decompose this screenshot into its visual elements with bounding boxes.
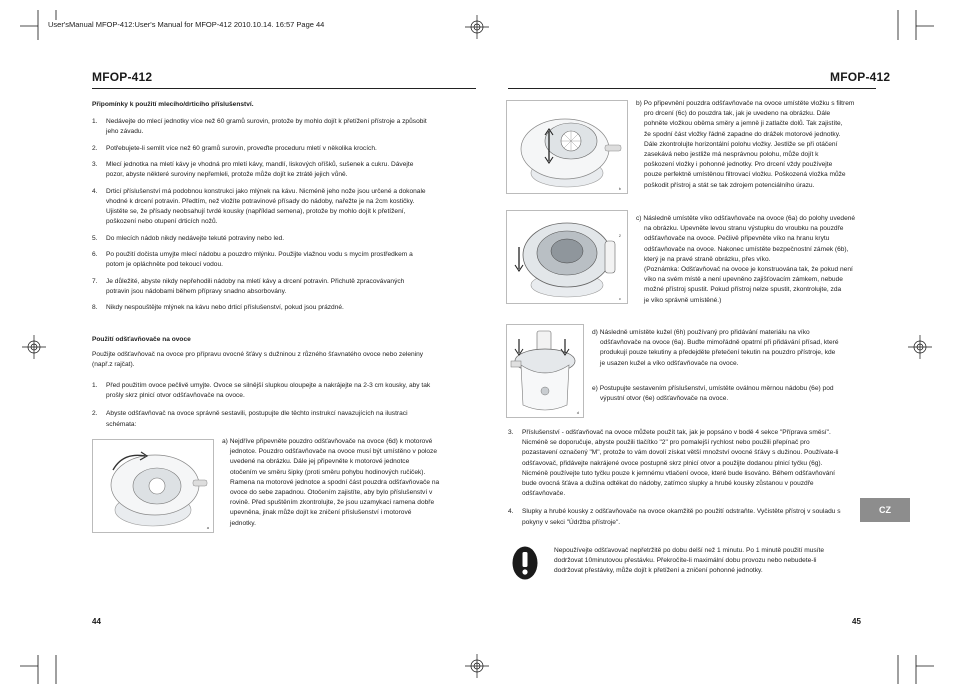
text-line: který je na pravé straně obrázku, přes víko. — [644, 255, 771, 263]
list-item-body — [106, 409, 476, 429]
left-page-number: 44 — [92, 617, 101, 626]
list-item-number: 3. — [508, 429, 514, 436]
text-line: poškození vložky i pohonné jednotky. Pro drcení vždy používejte — [644, 161, 833, 169]
text-line: odšťavňovače na ovoce. Pečlivě připevněte víko na hranu krytu — [644, 235, 830, 243]
warning-text — [554, 546, 876, 577]
text-line: zasekává nebo jestliže má nesprávnou polohu, může dojít k — [644, 151, 819, 159]
right-model-title: MFOP-412 — [830, 70, 891, 84]
text-line: Nepoužívejte odšťavovač nepřetržitě po dobu delší než 1 minutu. Po 1 minutě použití musíte — [554, 547, 825, 554]
text-line: pro drcení (6c) do pouzdra tak, jak je uvedeno na obrázku. Dále — [644, 110, 831, 118]
list-item-body — [522, 428, 876, 499]
text-line: Ramena na motorové jednotce a spodní část pouzdra odšťavňovače na — [230, 478, 440, 486]
list-item — [92, 277, 476, 297]
figure-c-label: c — [619, 296, 621, 301]
list-item-number: 1. — [92, 118, 98, 125]
intro-line: (např.z rajčat). — [92, 361, 135, 369]
warning-exclamation-icon — [512, 546, 538, 580]
text-line: pohněte vložkou oběma směry a jemně ji zatlačte dolů. Tak zajistíte, — [644, 120, 843, 128]
text-line: dodržovat 10minutovou přestávku. Překročíte-li maximální dobu provozu nebo nebudete-li — [554, 557, 817, 565]
text-line: Drticí příslušenství má podobnou konstrukci jako mlýnek na kávu. Nicméně jeho nože jsou určené a dokonale — [106, 187, 426, 195]
list-item-body — [522, 507, 876, 527]
text-line: Ujistěte se, že přísady neobsahují tvrdé kousky (například semena), protože by mohlo dojít k přetížení, — [106, 208, 406, 215]
text-line: produkují pouze tekutiny a předejděte přetečení tekutin na pouzdro přístroje, kde — [600, 349, 836, 357]
text-line: pozor, abyste některé suroviny nepřemleli, protože může dojít ke ztrátě jejich vůně. — [106, 171, 348, 179]
list-item-number: 4. — [92, 187, 98, 195]
list-item-body — [106, 303, 476, 313]
text-line: pouze perfektně umístěnou filtrovací vložku. Poškozená vložka může — [644, 171, 846, 179]
list-item-body — [106, 117, 476, 137]
figure-b — [506, 100, 628, 194]
text-line: Nedávejte do mlecí jednotky více než 60 gramů surovin, protože by mohlo dojít k přetížení přístroje a způsobit — [106, 118, 427, 125]
text-line: poškození nebo otupení drticích nožů. — [106, 218, 218, 226]
list-item-number: 7. — [92, 277, 98, 285]
text-line: uvedené na obrázku. Dále jej připevněte k motorové jednotce — [230, 458, 410, 466]
juicer-housing-illustration — [93, 440, 213, 532]
list-item — [92, 303, 476, 313]
text-line: Potřebujete-li semlít více než 60 gramů surovin, proveďte proceduru mletí v několika krocích. — [106, 144, 377, 152]
text-line: otočením ve směru šipky (proti směru pohybu hodinových ručiček). — [230, 468, 426, 476]
text-line: víko na svém místě a není upevněno zajišťovacím zámkem, nebude — [644, 276, 843, 284]
figure-b-label: b — [618, 186, 621, 191]
list-item-body — [106, 160, 476, 180]
list-item-body — [106, 234, 476, 244]
list-item-body — [106, 144, 476, 154]
text-line: poškodit přístroj a stát se tak zdrojem potenciálního úrazu. — [644, 181, 815, 189]
text-line: pokyny v sekci "Údržba přístroje". — [522, 518, 621, 526]
list-item-body — [106, 187, 476, 228]
text-line: Dále zkontrolujte horizontální polohu vložky. Jestliže se při otáčení — [644, 140, 838, 148]
text-line: Je důležité, abyste nikdy nepřehodili nádoby na mletí kávy a drcení potravin. Přichutě zpracovávaných — [106, 277, 405, 285]
list-item-number: 2. — [92, 410, 98, 418]
list-item-number: 2. — [92, 144, 98, 152]
text-line: Před použitím ovoce pečlivě umyjte. Ovoce se silnější slupkou oloupejte a nakrájejte na 2-3 cm kousky, aby tak — [106, 382, 431, 389]
list-item-number: 6. — [92, 251, 98, 258]
text-line: pozastavení označený "M", protože to vám dovolí získat větší množství ovocné šťávy s dužinou. Používate-li — [522, 449, 839, 457]
list-item-number: 1. — [92, 382, 98, 389]
text-line: odšťavňovače na ovoce. Nakonec umístěte bezpečnostní zámek (6b), — [644, 245, 849, 253]
text-line: jednotky. — [230, 519, 256, 527]
list-item — [92, 144, 476, 154]
text-line: (Poznámka: Odšťavňovač na ovoce je konstruována tak, že pokud není — [644, 266, 853, 274]
file-header-line: User'sManual MFOP-412:User's Manual for MFOP-412 2010.10.14. 16:57 Page 44 — [48, 20, 325, 29]
text-line: Nicméně se doporučuje, abyste použili tlačítko "2" pro pomalejší rychlost nebo použili přepínač pro — [522, 439, 810, 447]
text-line: Příslušenství - odšťavňovač na ovoce můžete použít tak, jak je popsáno v bodě 4 sekce "Příprava směsí". — [522, 429, 831, 436]
juicer-intro — [92, 350, 476, 370]
text-line: Nikdy nespouštějte mlýnek na kávu nebo drticí příslušenství, pokud jsou prázdné. — [106, 304, 344, 312]
text-line: dodržovat přestávky, může dojít k přetížení a zničení pohonné jednotky. — [554, 567, 763, 575]
list-item-number: 5. — [92, 234, 98, 242]
step-c-text — [636, 214, 876, 306]
text-line: potom je opláchněte pod tekoucí vodou. — [106, 261, 223, 269]
text-line: možné přístroj spustit. Pokud přístroj nelze spustit, zkontrolujte, zda — [644, 286, 842, 294]
list-item — [508, 507, 876, 527]
filter-insert-illustration — [507, 101, 627, 193]
figure-a-label: a — [206, 525, 209, 530]
list-item — [508, 428, 876, 499]
step-b-text — [636, 99, 874, 191]
text-line: a) Nejdříve připevněte pouzdro odšťavňovače na ovoce (6d) k motorové — [222, 438, 433, 445]
list-item — [92, 381, 476, 401]
text-line: odšťavňovače. — [522, 490, 566, 498]
list-item — [92, 409, 476, 429]
step-a-text — [222, 437, 474, 529]
list-item — [92, 160, 476, 180]
text-line: b) Po připevnění pouzdra odšťavňovače na ovoce umístěte vložku s filtrem — [636, 100, 855, 107]
list-item-number: 4. — [508, 508, 514, 516]
list-item — [92, 117, 476, 137]
text-line: Mlecí jednotka na mletí kávy je vhodná pro mletí kávy, mandlí, liskových oříšků, sušenek a cukru. Dávejte — [106, 161, 414, 168]
text-line: prošly skrz plnicí otvor odšťavňovače na ovoce. — [106, 392, 245, 400]
text-line: ovoce do sebe zapadnou. Otočením zajistíte, aby bylo příslušenství v — [230, 489, 433, 497]
figure-d-label: d — [576, 410, 579, 415]
figure-c-callout-2: 2 — [618, 233, 621, 238]
left-header-rule — [92, 88, 476, 89]
figure-c — [506, 210, 628, 304]
list-item-number: 8. — [92, 304, 98, 312]
intro-line: Použijte odšťavňovač na ovoce pro přípravu ovocné šťávy s dužninou z různého šťavnatého ovoce nebo zeleniny — [92, 351, 424, 358]
list-item-number: 3. — [92, 161, 98, 168]
section-heading-grinder: Připomínky k použití mlecího/drticího příslušenství. — [92, 101, 254, 108]
text-line: Do mlecích nádob nikdy nedávejte tekuté potraviny nebo led. — [106, 234, 285, 242]
step-d-text — [592, 328, 876, 369]
text-line: c) Následně umístěte víko odšťavňovače na ovoce (6a) do polohy uvedené — [636, 215, 856, 222]
list-item-body — [106, 277, 476, 297]
text-line: Nicméně používejte tuto tyčku pouze k jemnému vtlačení ovoce, které bude lisováno. Během odšťavňování — [522, 469, 835, 477]
text-line: Po použití dočista umyjte mlecí nádobu a pouzdro mlýnku. Použijte vlažnou vodu s mycím prostředkem a — [106, 251, 413, 258]
list-item-body — [106, 381, 476, 401]
list-item — [92, 250, 476, 270]
registration-mark-top — [465, 15, 489, 39]
right-page-number: 45 — [852, 617, 861, 626]
text-line: Slupky a hrubé kousky z odšťavňovače na ovoce okamžitě po použití odstraňte. Vyčistěte přístroj v souladu s — [522, 508, 841, 516]
text-line: jeho závadu. — [106, 128, 144, 136]
text-line: d) Následně umístěte kužel (6h) používaný pro přidávání materiálu na víko — [592, 329, 810, 336]
language-tab-cz: CZ — [860, 498, 910, 522]
step-e-text — [592, 384, 876, 404]
text-line: e) Postupujte sestavením příslušenství, umístěte oválnou měrnou nádobu (6e) pod — [592, 385, 834, 392]
list-item-body — [106, 250, 476, 270]
left-model-title: MFOP-412 — [92, 70, 153, 84]
juicer-lid-illustration — [507, 211, 627, 303]
text-line: na obrázku. Upevněte levou stranu výstupku do vroubku na pouzdře — [644, 225, 844, 233]
text-line: vhodné k drcení potravin. Předtím, než vložíte potravinové přísady do nádoby, nařežte je na 2cm kostičky. — [106, 197, 415, 205]
text-line: Abyste odšťavňovač na ovoce správně sestavili, postupujte dle těchto instrukcí navazujících na ilustraci — [106, 410, 408, 418]
list-item — [92, 234, 476, 244]
text-line: bude ovocná šťáva a dužina odtékat do nádoby, zatímco slupky a hrubé kousky zůstanou v pouzdře — [522, 480, 814, 488]
figure-d — [506, 324, 584, 418]
text-line: potravin jsou nádobami během přípravy snadno absorbovány. — [106, 287, 287, 295]
text-line: odšťavňovače na ovoce (6a). Buďte mimořádně opatrní při přidávání přísad, které — [600, 339, 839, 347]
text-line: je víko správně umístěné.) — [644, 296, 722, 304]
juicer-assembled-illustration — [507, 325, 583, 417]
right-header-rule — [508, 88, 876, 89]
text-line: rovině. Před spuštěním zkontrolujte, že jsou uzamykací ramena dobře — [230, 499, 435, 507]
figure-a — [92, 439, 214, 533]
list-item — [92, 187, 476, 228]
text-line: upevněna, jinak může dojít ke zničení příslušenství i motorové — [230, 509, 412, 517]
text-line: že spodní část vložky řádně zapadne do drážek motorové jednotky. — [644, 130, 841, 138]
section-heading-juicer: Použití odšťavňovače na ovoce — [92, 336, 191, 343]
text-line: jednotce. Pouzdro odšťavňovače na ovoce musí být umístěno v poloze — [230, 448, 438, 456]
text-line: odšťavovač, přidávejte nakrájené ovoce postupně skrz plnicí otvor a použijte dodanou plnicí tyčku (6g). — [522, 459, 823, 467]
text-line: schémata: — [106, 420, 137, 428]
text-line: je usazen kužel a víko odšťavňovače na ovoce. — [600, 359, 739, 367]
text-line: výpustní otvor (6e) odšťavňovače na ovoce. — [600, 395, 729, 403]
